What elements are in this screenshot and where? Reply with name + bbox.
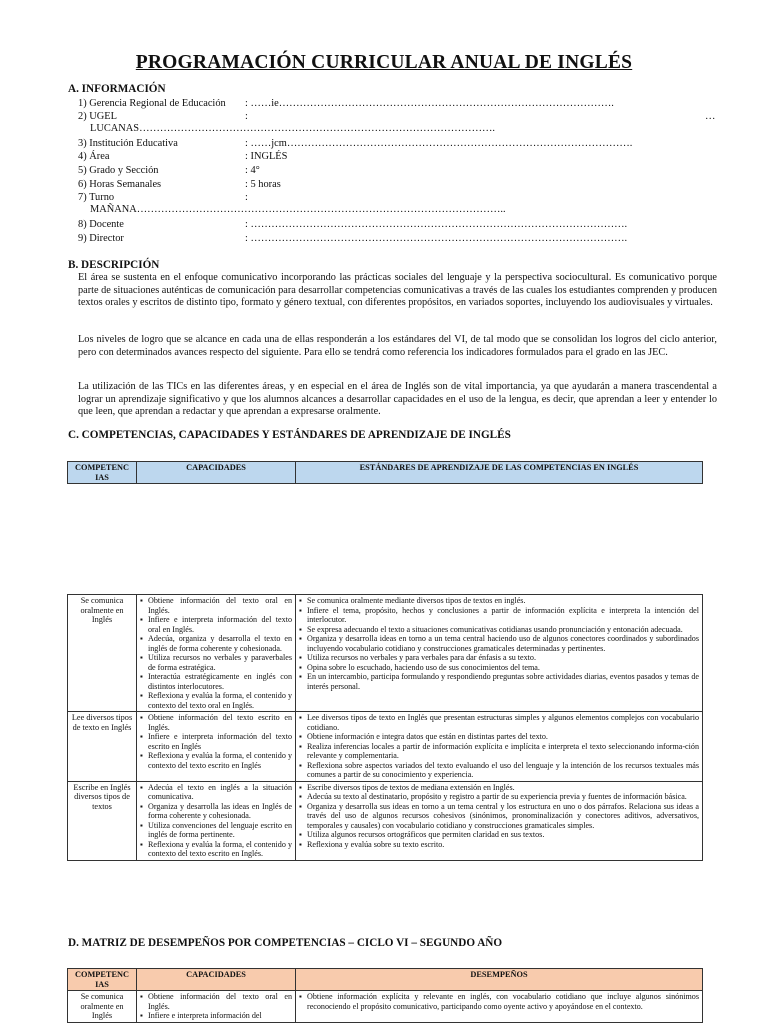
list-item: ▪ Reflexiona y evalúa sobre su texto escrito.: [307, 840, 699, 850]
section-b-heading: B. DESCRIPCIÓN: [68, 259, 160, 271]
list-item: ▪ Organiza y desarrolla ideas en torno a un tema central haciendo uso de algunos conectores coordinados y subordinados incluyendo vocabulario cotidiano y construcciones gramaticales determinadas y pertinentes.: [307, 634, 699, 653]
list-item: ▪ Adecúa el texto en inglés a la situación comunicativa.: [148, 783, 292, 802]
header-capacidades: CAPACIDADES: [137, 969, 296, 991]
list-item: ▪ Realiza inferencias locales a partir de información explícita e implícita e interpreta el texto seleccionando informa-ción relevante y complementaria.: [307, 742, 699, 761]
info-row-turno: [78, 192, 506, 216]
list-item: ▪ Adecúa, organiza y desarrolla el texto en inglés de forma coherente y cohesionada.: [148, 634, 292, 653]
info-value-continued: LUCANAS………………………………………………………………………………………….: [90, 123, 495, 134]
info-value-continued: MAÑANA……………………………………………………………………………………………..: [90, 204, 506, 215]
header-competencias: COMPETENC IAS: [68, 969, 137, 991]
capacidades-cell: [137, 991, 296, 1023]
table-header-row: [68, 462, 703, 484]
info-row-docente: [78, 219, 628, 231]
list-item: ▪ Utiliza recursos no verbales y paraverbales de forma estratégica.: [148, 653, 292, 672]
list-item: ▪ Escribe diversos tipos de textos de mediana extensión en Inglés.: [307, 783, 699, 793]
list-item: ▪ Utiliza convenciones del lenguaje escrito en inglés de forma pertinente.: [148, 821, 292, 840]
info-label: 3) Institución Educativa: [78, 138, 178, 149]
list-item: ▪ Lee diversos tipos de texto en Inglés que presentan estructuras simples y algunos elementos complejos con vocabulario cotidiano.: [307, 713, 699, 732]
section-a-heading: A. INFORMACIÓN: [68, 83, 166, 95]
list-item: ▪ Se comunica oralmente mediante diversos tipos de textos en inglés.: [307, 596, 699, 606]
list-item: ▪ Utiliza algunos recursos ortográficos que permiten claridad en sus textos.: [307, 830, 699, 840]
list-item: ▪ Interactúa estratégicamente en inglés con distintos interlocutores.: [148, 672, 292, 691]
table-row: [68, 991, 703, 1023]
list-item: ▪ En un intercambio, participa formulando y respondiendo preguntas sobre actividades diarias, eventos pasados y temas de interés personal.: [307, 672, 699, 691]
table-row: [68, 712, 703, 782]
header-desempenos: DESEMPEÑOS: [296, 969, 703, 991]
info-row-institucion: [78, 138, 633, 150]
list-item: ▪ Obtiene información explícita y relevante en inglés, con vocabulario cotidiano que incluye algunos sinónimos reconociendo el propósito comunicativo, participando como oyente activo y apoyándose en el contexto.: [307, 992, 699, 1011]
list-item: ▪ Adecúa su texto al destinatario, propósito y registro a partir de su experiencia previa y fuentes de información básica.: [307, 792, 699, 802]
competencias-header-table: [67, 461, 703, 484]
bullet-list: [299, 596, 699, 691]
estandares-cell: [296, 781, 703, 860]
estandares-cell: [296, 595, 703, 712]
list-item: ▪ Utiliza recursos no verbales y para verbales para dar énfasis a su texto.: [307, 653, 699, 663]
list-item: ▪ Se expresa adecuando el texto a situaciones comunicativas cotidianas usando pronunciación y entonación adecuada.: [307, 625, 699, 635]
info-label: 9) Director: [78, 233, 124, 244]
capacidades-cell: [137, 595, 296, 712]
competencia-cell: Escribe en Inglés diversos tipos de textos: [68, 781, 137, 860]
list-item: ▪ Infiere el tema, propósito, hechos y conclusiones a partir de información explícita e interpreta la intención del interlocutor.: [307, 606, 699, 625]
list-item: ▪ Infiere e interpreta información del texto escrito en Inglés: [148, 732, 292, 751]
competencia-cell: Se comunica oralmente en Inglés: [68, 991, 137, 1023]
competencia-cell: Lee diversos tipos de texto en Inglés: [68, 712, 137, 782]
table-row: [68, 781, 703, 860]
list-item: ▪ Reflexiona y evalúa la forma, el contenido y contexto del texto escrito en Inglés: [148, 751, 292, 770]
header-capacidades: CAPACIDADES: [137, 462, 296, 484]
header-estandares: ESTÁNDARES DE APRENDIZAJE DE LAS COMPETENCIAS EN INGLÉS: [296, 462, 703, 484]
info-value: :: [245, 111, 248, 122]
bullet-list: [299, 783, 699, 850]
description-paragraph: La utilización de las TICs en las diferentes áreas, y en especial en el área de Inglés son de vital importancia, ya que ayudarán a manera trascendental a lograr un aprendizaje significativo y que los alumnos alcances a desarrollar capacidades en el uso de la lengua, es decir, que aprendan a leer y entender lo que leen, que aprendan a redactar y que aprendan a expresarse oralmente.: [78, 381, 717, 418]
table-header-row: [68, 969, 703, 991]
bullet-list: [140, 713, 292, 770]
info-row-ugel: [78, 111, 716, 135]
info-value: :: [245, 192, 248, 203]
list-item: ▪ Obtiene información del texto escrito en Inglés.: [148, 713, 292, 732]
bullet-list: [299, 713, 699, 780]
bullet-list: [299, 992, 699, 1011]
info-label: 8) Docente: [78, 219, 124, 230]
info-value: : ……jcm……………………………………………………………………………………….: [245, 138, 633, 149]
list-item: ▪ Reflexiona y evalúa la forma, el contenido y contexto del texto escrito en Inglés.: [148, 840, 292, 859]
info-row-area: [78, 151, 288, 163]
page-title: PROGRAMACIÓN CURRICULAR ANUAL DE INGLÉS: [135, 52, 633, 73]
list-item: ▪ Infiere e interpreta información del texto oral en Inglés.: [148, 615, 292, 634]
list-item: ▪ Obtiene información e integra datos que están en distintas partes del texto.: [307, 732, 699, 742]
info-row-horas: [78, 179, 281, 191]
section-d-heading: D. MATRIZ DE DESEMPEÑOS POR COMPETENCIAS – CICLO VI – SEGUNDO AÑO: [68, 937, 503, 949]
info-value-tail: …: [705, 111, 716, 122]
info-label: 7) Turno: [78, 192, 115, 203]
info-label: 2) UGEL: [78, 111, 117, 122]
info-value: : 4°: [245, 165, 260, 176]
desempenos-cell: [296, 991, 703, 1023]
list-item: ▪ Organiza y desarrolla las ideas en Inglés de forma coherente y cohesionada.: [148, 802, 292, 821]
info-label: 4) Área: [78, 151, 110, 162]
info-value: : INGLÉS: [245, 151, 288, 162]
table-row: [68, 595, 703, 712]
capacidades-cell: [137, 781, 296, 860]
description-paragraph: El área se sustenta en el enfoque comunicativo incorporando las prácticas sociales del lenguaje y la perspectiva sociocultural. Es comunicativo porque parte de situaciones auténticas de comunicación para desarrollar competencias comunicativas a través de las cuales los estudiantes comprenden y producen textos orales y escritos de distinto tipo, formato y género textual, con diferentes propósitos, en variados soportes, incluyendo los audiovisuales y virtuales.: [78, 272, 718, 309]
list-item: ▪ Opina sobre lo escuchado, haciendo uso de sus conocimientos del tema.: [307, 663, 699, 673]
list-item: ▪ Obtiene información del texto oral en Inglés.: [148, 992, 292, 1011]
list-item: ▪ Infiere e interpreta información del: [148, 1011, 292, 1021]
info-row-gerencia: [78, 98, 614, 110]
info-value: : ……………………………………………………………………………………………….: [245, 233, 628, 244]
info-label: 1) Gerencia Regional de Educación: [78, 98, 226, 109]
bullet-list: [140, 596, 292, 710]
section-c-heading: C. COMPETENCIAS, CAPACIDADES Y ESTÁNDARES DE APRENDIZAJE DE INGLÉS: [68, 429, 511, 441]
bullet-list: [140, 783, 292, 859]
estandares-cell: [296, 712, 703, 782]
list-item: ▪ Obtiene información del texto oral en Inglés.: [148, 596, 292, 615]
list-item: ▪ Reflexiona y evalúa la forma, el contenido y contexto del texto oral en Inglés.: [148, 691, 292, 710]
info-label: 5) Grado y Sección: [78, 165, 159, 176]
info-label: 6) Horas Semanales: [78, 179, 162, 190]
header-competencias: COMPETENC IAS: [68, 462, 137, 484]
desempenos-table: [67, 968, 703, 1023]
competencias-table: [67, 594, 703, 861]
info-row-director: [78, 233, 628, 245]
info-value: : ……………………………………………………………………………………………….: [245, 219, 628, 230]
list-item: ▪ Reflexiona sobre aspectos variados del texto evaluando el uso del lenguaje y la intención de los recursos textuales más comunes a partir de su conocimiento y experiencia.: [307, 761, 699, 780]
info-value: : 5 horas: [245, 179, 281, 190]
capacidades-cell: [137, 712, 296, 782]
description-paragraph: Los niveles de logro que se alcance en cada una de ellas responderán a los estándares del VI, de tal modo que se consolidan los logros del ciclo anterior, pero con determinados avances respecto del siguiente. Para ello se tendrá como referencia los indicadores formulados para el grado en las JEC.: [78, 334, 717, 358]
competencia-cell: Se comunica oralmente en Inglés: [68, 595, 137, 712]
info-value: : ……ie…………………………………………………………………………………….: [245, 98, 614, 109]
list-item: ▪ Organiza y desarrolla sus ideas en torno a un tema central y los estructura en uno o dos párrafos. Relaciona sus ideas a través del uso de algunos recursos cohesivos (sinónimos, pronominalización y conectores aditivos, adversativos, temporales y causales) con vocabulario cotidiano y construcciones gramaticales simples.: [307, 802, 699, 831]
bullet-list: [140, 992, 292, 1021]
info-row-grado: [78, 165, 260, 177]
